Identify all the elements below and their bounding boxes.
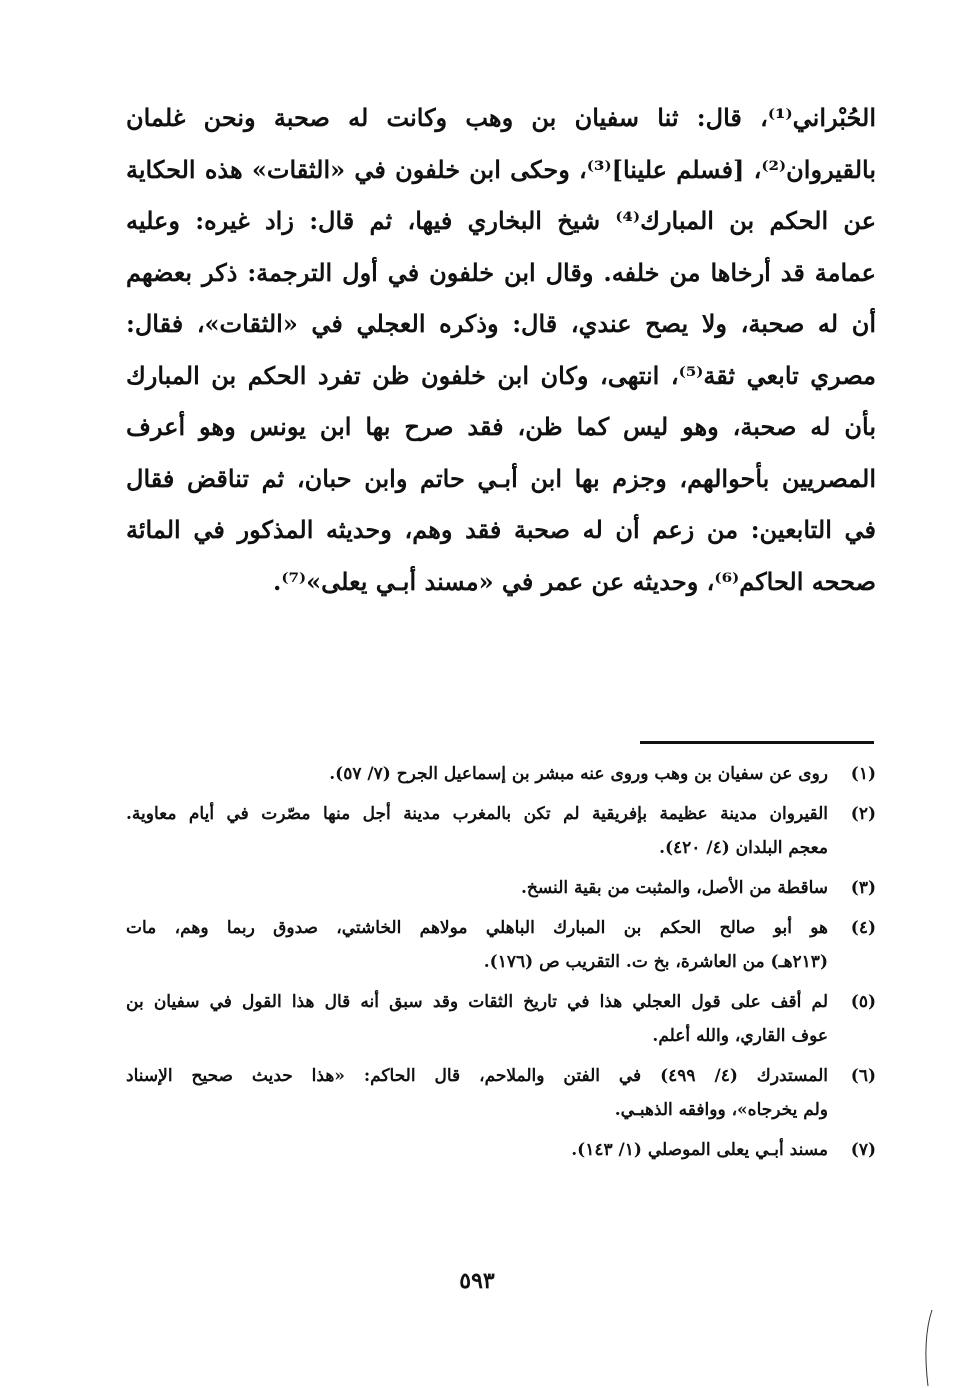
footnote-6: [126, 1059, 876, 1127]
text-line: بالقيروان⁽²⁾، [فسلم علينا]⁽³⁾، وحكى ابن خلفون في «الثقات» هذه الحكاية: [126, 154, 876, 184]
footnote-text: روى عن سفيان بن وهب وروى عنه مبشر بن إسماعيل الجرح (٧/ ٥٧).: [329, 764, 828, 784]
footnote-text: (٢١٣هـ) من العاشرة، بخ ت. التقريب ص (١٧٦).: [483, 952, 828, 972]
footnote-number: (٧): [850, 1140, 876, 1160]
text-line: عن الحكم بن المبارك⁽⁴⁾ شيخ البخاري فيها، ثم قال: زاد غيره: وعليه: [126, 206, 876, 235]
footnote-text: المستدرك (٤/ ٤٩٩) في الفتن والملاحم، قال الحاكم: «هذا حديث صحيح الإسناد: [126, 1066, 828, 1086]
footnote-number: (١): [850, 764, 876, 784]
text-line: صححه الحاكم⁽⁶⁾، وحديثه عن عمر في «مسند أبـي يعلى»⁽⁷⁾.: [272, 566, 876, 596]
footnote-separator: [640, 741, 874, 744]
text-line: المصريين بأحوالهم، وجزم بها ابن أبـي حاتم وابن حبان، ثم تناقض فقال: [126, 463, 876, 493]
footnote-number: (٦): [850, 1066, 876, 1086]
footnotes: [126, 757, 876, 1173]
footnote-text: هو أبو صالح الحكم بن المبارك الباهلي مولاهم الخاشتي، صدوق ربما وهم، مات: [126, 918, 828, 938]
page-number: ٥٩٣: [459, 1268, 495, 1294]
text-line: عمامة قد أرخاها من خلفه. وقال ابن خلفون في أول الترجمة: ذكر بعضهم: [126, 257, 876, 287]
footnote-text: لم أقف على قول العجلي هذا في تاريخ الثقات وقد سبق أنه قال هذا القول في سفيان بن: [126, 992, 828, 1012]
footnote-4: [126, 911, 876, 979]
footnote-text: ولم يخرجاه»، ووافقه الذهبـي.: [614, 1100, 828, 1120]
text-line: في التابعين: من زعم أن له صحبة فقد وهم، وحديثه المذكور في المائة: [126, 515, 876, 544]
footnote-text: ساقطة من الأصل، والمثبت من بقية النسخ.: [521, 878, 828, 898]
text-line: بأن له صحبة، وهو ليس كما ظن، فقد صرح بها ابن يونس وهو أعرف: [126, 412, 876, 441]
text-line: أن له صحبة، ولا يصح عندي، قال: وذكره العجلي في «الثقات»، فقال:: [126, 309, 876, 338]
footnote-number: (٣): [850, 878, 876, 898]
footnote-text: معجم البلدان (٤/ ٤٢٠).: [659, 838, 828, 858]
footnote-number: (٢): [850, 804, 876, 824]
footnote-1: [126, 757, 876, 791]
footnote-5: [126, 985, 876, 1053]
footnote-text: القيروان مدينة عظيمة بإفريقية لم تكن بالمغرب مدينة أجل منها مصّرت في أيام معاوية.: [126, 804, 828, 824]
footnote-number: (٥): [850, 992, 876, 1012]
footnote-7: [126, 1133, 876, 1167]
text-line: مصري تابعي ثقة⁽⁵⁾، انتهى، وكان ابن خلفون ظن تفرد الحكم بن المبارك: [126, 360, 876, 390]
footnote-text: مسند أبـي يعلى الموصلي (١/ ١٤٣).: [571, 1140, 828, 1160]
footnote-2: [126, 797, 876, 865]
footnote-number: (٤): [850, 918, 876, 938]
footnote-3: [126, 871, 876, 905]
main-text: [126, 92, 876, 607]
footnote-text: عوف القاري، والله أعلم.: [652, 1026, 828, 1046]
text-line: الحُبْراني⁽¹⁾، قال: ثنا سفيان بن وهب وكانت له صحبة ونحن غلمان: [126, 103, 876, 132]
page-edge-mark: [918, 1308, 938, 1388]
